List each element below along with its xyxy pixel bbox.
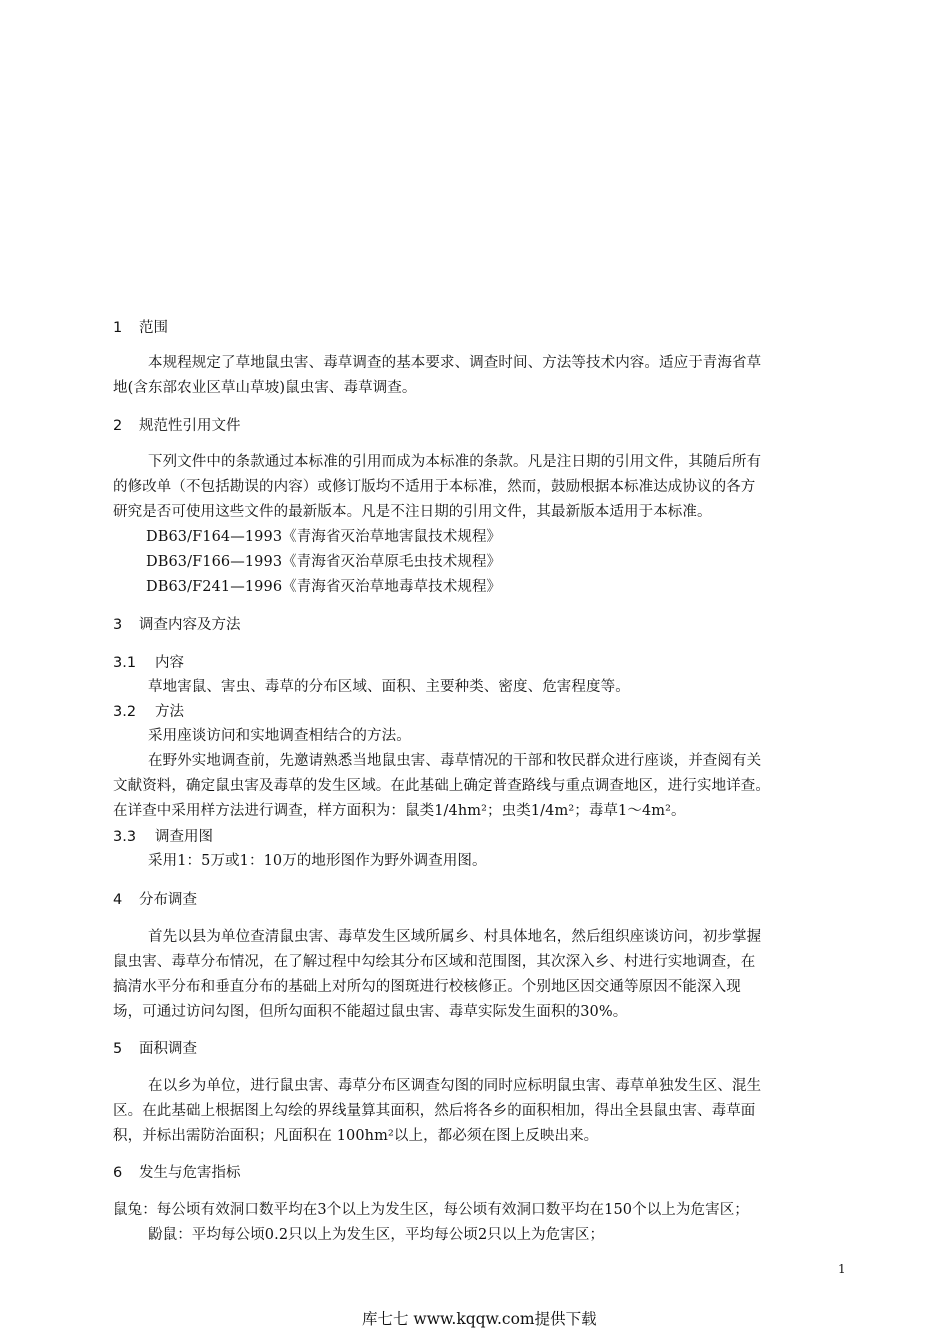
subsection-number: 3.3 [113,829,137,845]
reference-item: DB63/F164—1993《青海省灭治草地害鼠技术规程》 [146,529,502,545]
section-title: 规范性引用文件 [139,418,241,434]
list-item: 鼠兔：每公顷有效洞口数平均在3个以上为发生区，每公顷有效洞口数平均在150个以上为危害区； [113,1202,749,1218]
section-number: 2 [113,418,123,434]
paragraph-line: 下列文件中的条款通过本标准的引用而成为本标准的条款。凡是注日期的引用文件，其随后所有 [148,454,762,470]
section-6-heading [113,1161,241,1182]
section-title: 调查内容及方法 [139,617,241,633]
paragraph-line: 搞清水平分布和垂直分布的基础上对所勾的图斑进行校核修正。个别地区因交通等原因不能深入现 [113,979,741,995]
paragraph-line: 采用座谈访问和实地调查相结合的方法。 [148,728,411,744]
subsection-3-1-heading [113,651,184,672]
paragraph-line: 首先以县为单位查清鼠虫害、毒草发生区域所属乡、村具体地名，然后组织座谈访问，初步掌握 [148,929,762,945]
paragraph-line: 草地害鼠、害虫、毒草的分布区域、面积、主要种类、密度、危害程度等。 [148,679,630,695]
paragraph-line: 的修改单（不包括勘误的内容）或修订版均不适用于本标准，然而，鼓励根据本标准达成协议的各方 [113,479,756,495]
section-3-heading [113,613,241,634]
section-title: 发生与危害指标 [139,1165,241,1181]
section-number: 3 [113,617,123,633]
section-number: 5 [113,1041,123,1057]
section-1-heading [113,316,168,337]
section-number: 4 [113,892,123,908]
reference-item: DB63/F241—1996《青海省灭治草地毒草技术规程》 [146,579,502,595]
paragraph-line: 积，并标出需防治面积；凡面积在 100hm²以上，都必须在图上反映出来。 [113,1128,599,1144]
page-number: 1 [838,1262,846,1276]
reference-item: DB63/F166—1993《青海省灭治草原毛虫技术规程》 [146,554,502,570]
paragraph-line: 研究是否可使用这些文件的最新版本。凡是不注日期的引用文件，其最新版本适用于本标准。 [113,504,712,520]
section-title: 面积调查 [139,1041,197,1057]
paragraph-line: 在野外实地调查前，先邀请熟悉当地鼠虫害、毒草情况的干部和牧民群众进行座谈，并查阅有关 [148,753,762,769]
paragraph-line: 鼠虫害、毒草分布情况，在了解过程中勾绘其分布区域和范围图，其次深入乡、村进行实地调查，在 [113,954,756,970]
subsection-title: 调查用图 [155,829,213,845]
paragraph-line: 地(含东部农业区草山草坡)鼠虫害、毒草调查。 [113,380,417,396]
section-number: 1 [113,320,123,336]
section-5-heading [113,1037,197,1058]
section-title: 分布调查 [139,892,197,908]
paragraph-line: 本规程规定了草地鼠虫害、毒草调查的基本要求、调查时间、方法等技术内容。适应于青海省草 [148,355,762,371]
footer-download-credit: 库七七 www.kqqw.com提供下载 [362,1310,597,1328]
subsection-number: 3.2 [113,704,137,720]
paragraph-line: 场，可通过访问勾图，但所勾面积不能超过鼠虫害、毒草实际发生面积的30%。 [113,1004,628,1020]
section-4-heading [113,888,197,909]
section-title: 范围 [139,320,168,336]
paragraph-line: 在详查中采用样方法进行调查，样方面积为：鼠类1/4hm²；虫类1/4m²；毒草1～4m²。 [113,803,686,819]
paragraph-line: 在以乡为单位，进行鼠虫害、毒草分布区调查勾图的同时应标明鼠虫害、毒草单独发生区、混生 [148,1078,762,1094]
subsection-number: 3.1 [113,655,137,671]
section-number: 6 [113,1165,123,1181]
paragraph-line: 文献资料，确定鼠虫害及毒草的发生区域。在此基础上确定普查路线与重点调查地区，进行实地详查。 [113,778,770,794]
section-2-heading [113,414,241,435]
subsection-title: 方法 [155,704,184,720]
subsection-3-3-heading [113,825,213,846]
paragraph-line: 区。在此基础上根据图上勾绘的界线量算其面积，然后将各乡的面积相加，得出全县鼠虫害、毒草面 [113,1103,756,1119]
list-item: 鼢鼠：平均每公顷0.2只以上为发生区，平均每公顷2只以上为危害区； [148,1227,605,1243]
subsection-title: 内容 [155,655,184,671]
paragraph-line: 采用1：5万或1：10万的地形图作为野外调查用图。 [148,853,487,869]
subsection-3-2-heading [113,700,184,721]
